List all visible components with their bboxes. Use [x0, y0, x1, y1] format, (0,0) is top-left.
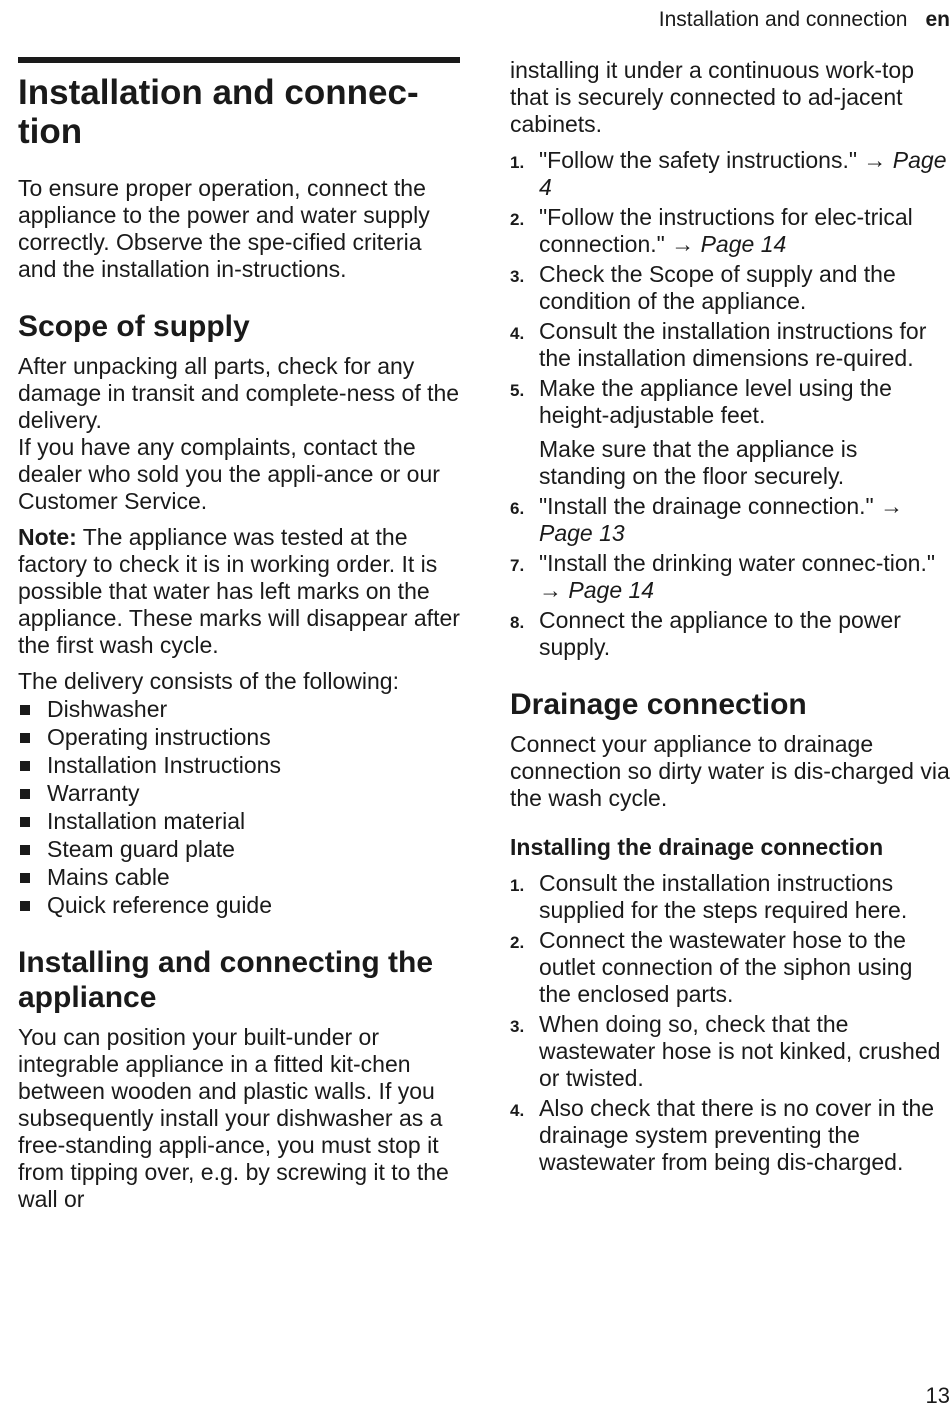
page-reference-text: Page 13 — [539, 520, 625, 546]
step-number: 4. — [510, 1101, 525, 1120]
step-number: 5. — [510, 381, 525, 400]
installing-heading: Installing and connecting the appliance — [18, 946, 434, 1014]
step-text: "Install the drainage connection." — [539, 493, 881, 519]
step-item — [510, 147, 950, 201]
installing-paragraph-right: installing it under a continuous work-top that is securely connected to ad-jacent cabinets. — [510, 57, 915, 137]
page-number: 13 — [925, 1383, 950, 1408]
step-text: Connect the appliance to the power supply. — [539, 607, 901, 660]
step-text: When doing so, check that the wastewater hose is not kinked, crushed or twisted. — [539, 1011, 941, 1091]
step-item — [510, 493, 950, 547]
step-item — [510, 1011, 950, 1092]
step-text: Make the appliance level using the height-adjustable feet. — [539, 375, 892, 428]
step-number: 2. — [510, 933, 525, 952]
note-text: The appliance was tested at the factory to check it is in working order. It is possible that water has left marks on the appliance. These marks will disappear after the first wash cycle. — [18, 524, 460, 658]
arrow-right-icon: → — [880, 493, 904, 519]
list-item: Warranty — [18, 779, 460, 807]
scope-paragraph-2: If you have any complaints, contact the dealer who sold you the appli-ance or our Customer Service. — [18, 434, 440, 514]
step-text: Also check that there is no cover in the drainage system preventing the wastewater from being dis-charged. — [539, 1095, 935, 1175]
step-text: Check the Scope of supply and the condition of the appliance. — [539, 261, 896, 314]
list-item: Mains cable — [18, 863, 460, 891]
step-item — [510, 1095, 950, 1176]
right-column — [510, 57, 950, 1179]
step-item — [510, 261, 950, 315]
list-item: Installation material — [18, 807, 460, 835]
step-item — [510, 375, 950, 490]
left-column — [18, 57, 460, 1222]
step-number: 1. — [510, 876, 525, 895]
step-number: 4. — [510, 324, 525, 343]
intro-paragraph: To ensure proper operation, connect the appliance to the power and water supply correctly. Observe the spe-cified criteria and the installation in-structions. — [18, 175, 430, 282]
page-title: Installation and connec- tion — [18, 73, 419, 151]
list-item: Steam guard plate — [18, 835, 460, 863]
step-item — [510, 318, 950, 372]
drainage-paragraph: Connect your appliance to drainage connection so dirty water is dis-charged via the wash cycle. — [510, 731, 950, 811]
drainage-subheading: Installing the drainage connection — [510, 834, 884, 860]
header-language-code: en — [925, 8, 950, 31]
step-item — [510, 870, 950, 924]
step-number: 1. — [510, 153, 525, 172]
step-number: 2. — [510, 210, 525, 229]
step-text: "Follow the instructions for elec-trical connection." — [539, 204, 913, 257]
step-number: 8. — [510, 613, 525, 632]
step-text: Consult the installation instructions for the installation dimensions re-quired. — [539, 318, 927, 371]
page-reference-link[interactable] — [539, 577, 654, 603]
step-item — [510, 927, 950, 1008]
installing-paragraph-left: You can position your built-under or integrable appliance in a fitted kit-chen between wooden and plastic walls. If you subsequently install your dishwasher as a free-standing appli-ance, you must stop it from tipping over, e.g. by screwing it to the wall or — [18, 1024, 449, 1212]
arrow-right-icon: → — [539, 577, 562, 603]
delivery-list — [18, 695, 460, 919]
page-reference-link[interactable] — [671, 231, 786, 257]
drainage-steps — [510, 870, 950, 1176]
step-item — [510, 204, 950, 258]
step-number: 7. — [510, 556, 525, 575]
scope-heading: Scope of supply — [18, 310, 250, 343]
list-item: Quick reference guide — [18, 891, 460, 919]
scope-paragraph-1: After unpacking all parts, check for any damage in transit and complete-ness of the delivery. — [18, 353, 460, 433]
step-item — [510, 607, 950, 661]
page-reference-text: Page 14 — [568, 577, 655, 603]
step-text: Connect the wastewater hose to the outlet connection of the siphon using the enclosed parts. — [539, 927, 913, 1007]
drainage-heading: Drainage connection — [510, 688, 807, 721]
step-text: "Install the drinking water connec-tion." — [539, 550, 936, 576]
list-item: Dishwasher — [18, 695, 460, 723]
step-text: Consult the installation instructions supplied for the steps required here. — [539, 870, 908, 923]
page-reference-text: Page 14 — [700, 231, 787, 257]
step-number: 6. — [510, 499, 525, 518]
arrow-right-icon: → — [863, 147, 887, 173]
step-number: 3. — [510, 1017, 525, 1036]
list-item: Installation Instructions — [18, 751, 460, 779]
step-item — [510, 550, 950, 604]
page-header — [659, 8, 950, 32]
note-paragraph — [18, 524, 460, 659]
arrow-right-icon: → — [671, 231, 695, 257]
installing-steps — [510, 147, 950, 661]
page-reference-text: Page 4 — [539, 147, 947, 200]
title-rule — [18, 57, 460, 63]
step-number: 3. — [510, 267, 525, 286]
header-section-title: Installation and connection — [658, 8, 908, 31]
step-subtext: Make sure that the appliance is standing on the floor securely. — [539, 436, 858, 489]
step-text: "Follow the safety instructions." — [539, 147, 864, 173]
delivery-list-intro: The delivery consists of the following: — [18, 668, 399, 694]
note-label: Note: — [18, 524, 77, 550]
list-item: Operating instructions — [18, 723, 460, 751]
